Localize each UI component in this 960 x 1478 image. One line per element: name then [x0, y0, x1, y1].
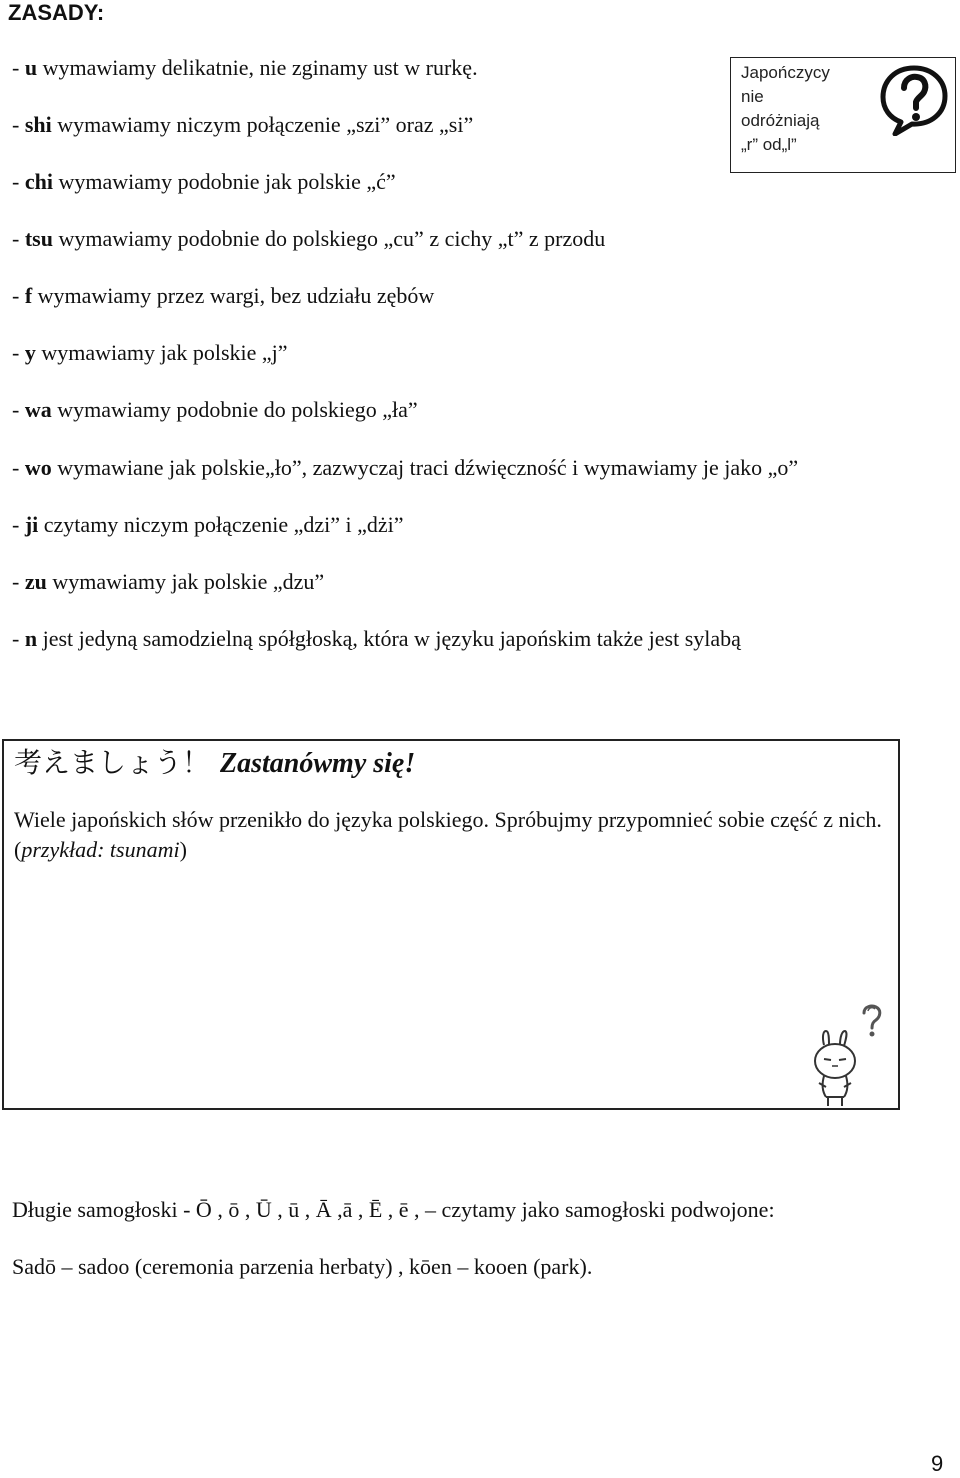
- rule-shi: - shi wymawiamy niczym połączenie „szi” oraz „si”: [12, 112, 474, 137]
- think-box: [2, 739, 900, 1110]
- r-l-note-box: [730, 57, 956, 173]
- rule-tsu: - tsu wymawiamy podobnie do polskiego „cu” z cichy „t” z przodu: [12, 226, 606, 251]
- think-title-polish: Zastanówmy się!: [220, 748, 416, 779]
- long-vowels-example: Sadō – sadoo (ceremonia parzenia herbaty) , kōen – kooen (park).: [12, 1254, 593, 1279]
- rule-f: - f wymawiamy przez wargi, bez udziału zębów: [12, 283, 435, 308]
- think-body: [14, 805, 884, 865]
- rule-chi: - chi wymawiamy podobnie jak polskie „ć”: [12, 169, 396, 194]
- rule-u: - u wymawiamy delikatnie, nie zginamy ust w rurkę.: [12, 55, 478, 80]
- long-vowels-line: Długie samogłoski - Ō , ō , Ū , ū , Ā ,ā , Ē , ē , – czytamy jako samogłoski podwojone:: [12, 1197, 775, 1222]
- rule-y: - y wymawiamy jak polskie „j”: [12, 340, 288, 365]
- think-title-japanese: 考えましょう！: [14, 746, 211, 779]
- rule-wa: - wa wymawiamy podobnie do polskiego „ła”: [12, 397, 418, 422]
- note-line: „r” od„l”: [741, 135, 797, 154]
- think-body-example: przykład: tsunami: [21, 837, 180, 862]
- think-body-text: Wiele japońskich słów przenikło do języka polskiego. Spróbujmy przypomnieć sobie część z nich. (: [14, 807, 882, 862]
- question-speech-bubble-icon: [879, 64, 949, 141]
- rule-ji: - ji czytamy niczym połączenie „dzi” i „dżi”: [12, 512, 404, 537]
- think-title: [14, 745, 415, 782]
- rule-wo: - wo wymawiane jak polskie„ło”, zazwyczaj traci dźwięczność i wymawiamy je jako „o”: [12, 455, 799, 480]
- rules-heading: ZASADY:: [8, 0, 105, 25]
- rule-n: - n jest jedyną samodzielną spółgłoską, która w języku japońskim także jest sylabą: [12, 626, 741, 651]
- note-line: Japończycy: [741, 63, 830, 82]
- think-body-end: ): [179, 837, 187, 862]
- note-line: odróżniają: [741, 111, 820, 130]
- confused-bunny-icon: [802, 1003, 896, 1112]
- page-number: 9: [931, 1451, 944, 1476]
- note-line: nie: [741, 87, 764, 106]
- note-text: [741, 61, 851, 157]
- rule-zu: - zu wymawiamy jak polskie „dzu”: [12, 569, 325, 594]
